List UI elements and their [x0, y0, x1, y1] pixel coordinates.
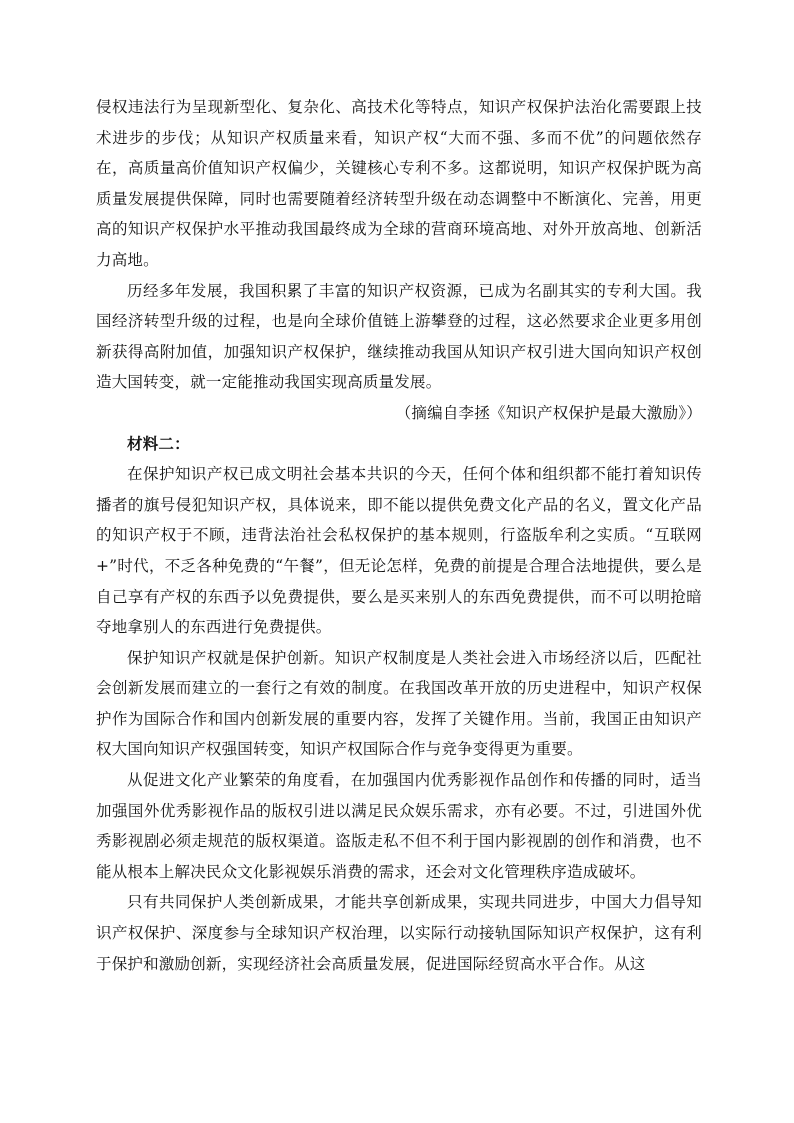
- citation: （摘编自李拯《知识产权保护是最大激励》）: [395, 403, 702, 422]
- section-heading: 材料二：: [127, 434, 190, 453]
- paragraph: 历经多年发展，我国积累了丰富的知识产权资源，已成为名副其实的专利大国。我国经济转型升级的过程，也是向全球价值链上游攀登的过程，这必然要求企业更多用创新获得高附加值，加强知识产权保护，继续推动我国从知识产权引进大国向知识产权创造大国转变，就一定能推动我国实现高质量发展。: [96, 281, 702, 392]
- document-page: [96, 92, 702, 979]
- paragraph: 在保护知识产权已成文明社会基本共识的今天，任何个体和组织都不能打着知识传播者的旗号侵犯知识产权，具体说来，即不能以提供免费文化产品的名义，置文化产品的知识产权于不顾，违背法治社会私权保护的基本规则，行盗版牟利之实质。“互联网+”时代，不乏各种免费的“午餐”，但无论怎样，免费的前提是合理合法地提供，要么是自己享有产权的东西予以免费提供，要么是买来别人的东西免费提供，而不可以明抢暗夺地拿别人的东西进行免费提供。: [96, 465, 702, 637]
- paragraph: 从促进文化产业繁荣的角度看，在加强国内优秀影视作品创作和传播的同时，适当加强国外优秀影视作品的版权引进以满足民众娱乐需求，亦有必要。不过，引进国外优秀影视剧必须走规范的版权渠道。盗版走私不但不利于国内影视剧的创作和消费，也不能从根本上解决民众文化影视娱乐消费的需求，还会对文化管理秩序造成破坏。: [96, 771, 702, 881]
- paragraph-continued: 侵权违法行为呈现新型化、复杂化、高技术化等特点，知识产权保护法治化需要跟上技术进步的步伐；从知识产权质量来看，知识产权“大而不强、多而不优”的问题依然存在，高质量高价值知识产权偏少，关键核心专利不多。这都说明，知识产权保护既为高质量发展提供保障，同时也需要随着经济转型升级在动态调整中不断演化、完善，用更高的知识产权保护水平推动我国最终成为全球的营商环境高地、对外开放高地、创新活力高地。: [96, 98, 702, 269]
- paragraph: 只有共同保护人类创新成果，才能共享创新成果，实现共同进步，中国大力倡导知识产权保护、深度参与全球知识产权治理，以实际行动接轨国际知识产权保护，这有利于保护和激励创新，实现经济社会高质量发展，促进国际经贸高水平合作。从这: [96, 893, 702, 973]
- paragraph: 保护知识产权就是保护创新。知识产权制度是人类社会进入市场经济以后，匹配社会创新发展而建立的一套行之有效的制度。在我国改革开放的历史进程中，知识产权保护作为国际合作和国内创新发展的重要内容，发挥了关键作用。当前，我国正由知识产权大国向知识产权强国转变，知识产权国际合作与竞争变得更为重要。: [96, 648, 702, 759]
